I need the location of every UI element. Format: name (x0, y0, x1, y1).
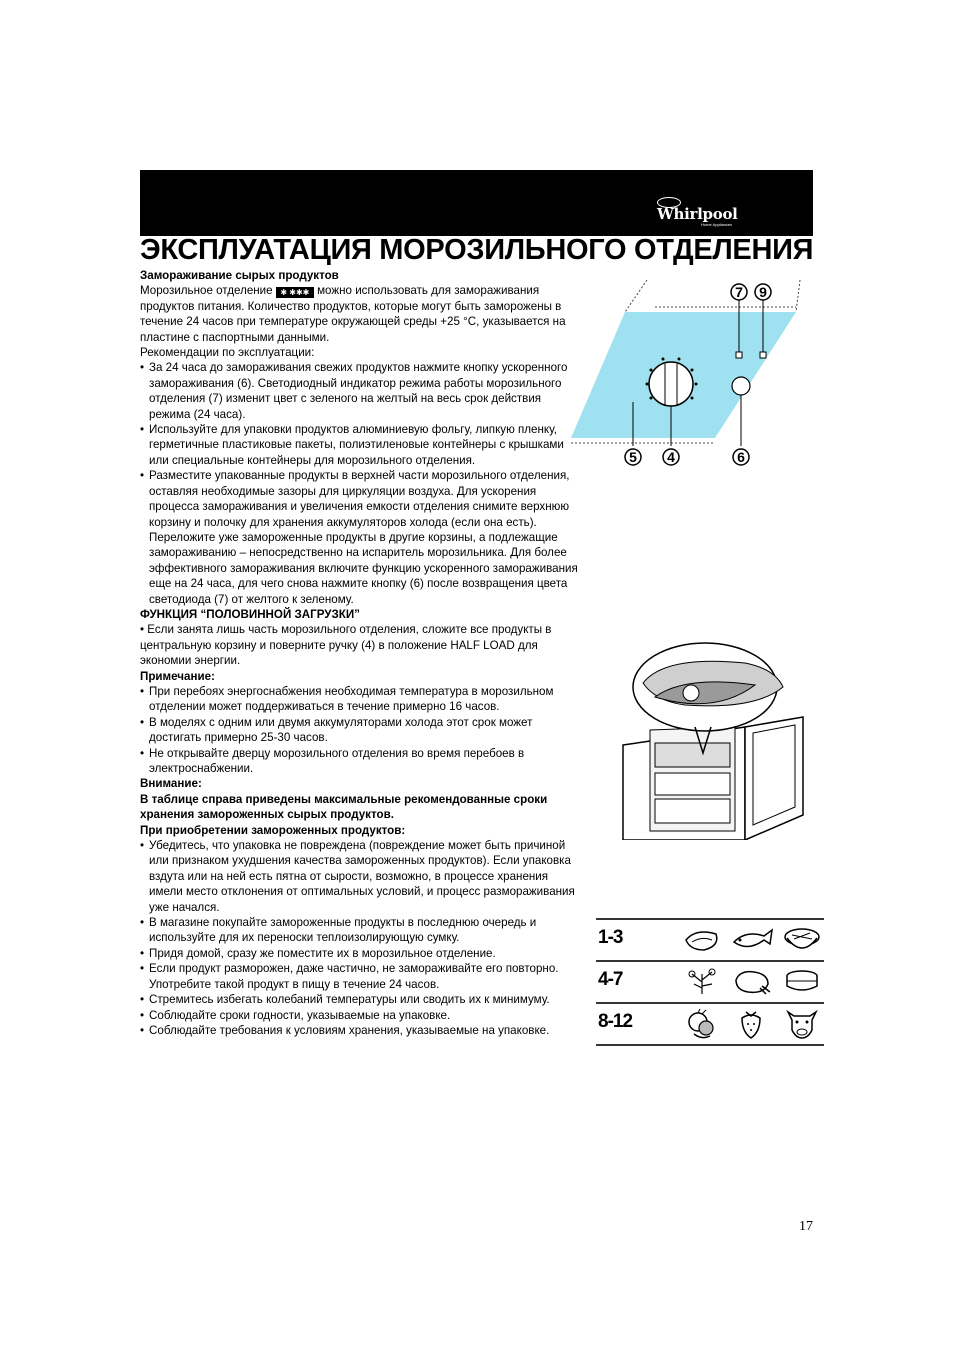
half-load-heading: ФУНКЦИЯ “ПОЛОВИННОЙ ЗАГРУЗКИ” (140, 607, 360, 621)
herb-icon (682, 966, 722, 996)
list-item: • Соблюдайте сроки годности, указываемые на упаковке. (140, 1008, 585, 1023)
callout-7-label: 7 (735, 284, 743, 300)
storage-table (596, 918, 824, 1046)
storage-period: 8-12 (598, 1011, 633, 1032)
intro-text-end: можно использовать для замораживания продуктов питания. Количество продуктов, которые могут быть заморожены в течение 24 часов при температуре окружающей среды +25 °С, указывается на пластине с паспортными данными. (140, 284, 566, 344)
knob-icon (683, 685, 699, 701)
list-item: • Соблюдайте требования к условиям хранения, указываемые на упаковке. (140, 1023, 585, 1038)
basket-middle (655, 773, 730, 795)
list-item: • Не открывайте дверцу морозильного отделения во время перебоев в электроснабжении. (140, 746, 585, 777)
list-item: • В моделях с одним или двумя аккумуляторами холода этот срок может достигать примерно 25-30 часов. (140, 715, 585, 746)
basket-bottom (655, 799, 730, 823)
vegetables-icon (682, 1008, 722, 1040)
half-load-text: • Если занята лишь часть морозильного отделения, сложите все продукты в центральную корзину и поверните ручку (4) в положение HALF LOAD для экономии энергии. (140, 623, 552, 668)
fish-fillet-icon (682, 924, 722, 954)
list-item: • В магазине покупайте замороженные продукты в последнюю очередь и используйте для их переноски теплоизолирующую сумку. (140, 915, 585, 946)
callout-5-label: 5 (629, 449, 637, 465)
freezer-illustration (595, 635, 817, 840)
storage-period: 4-7 (598, 969, 623, 990)
strawberry-icon (736, 1008, 766, 1040)
purchase-heading: При приобретении замороженных продуктов: (140, 823, 406, 837)
callout-4-label: 4 (667, 449, 675, 465)
table-row (596, 1002, 824, 1046)
whirlpool-logo (655, 197, 745, 227)
callout-6-label: 6 (737, 449, 745, 465)
recommendations-label: Рекомендации по эксплуатации: (140, 346, 315, 360)
purchase-list (140, 838, 585, 1038)
thermostat-knob (649, 362, 693, 406)
poultry-icon (730, 966, 774, 996)
callout-9-label: 9 (759, 284, 767, 300)
table-row (596, 918, 824, 960)
main-text (140, 268, 585, 1038)
four-star-freezer-icon: ✱ ✱✱✱ (276, 287, 314, 298)
super-freeze-button (732, 377, 750, 395)
freezer-door (745, 717, 803, 840)
fish-icon (730, 924, 774, 954)
list-item: • Разместите упакованные продукты в верхней части морозильного отделения, оставляя необходимые зазоры для циркуляции воздуха. Для ускорения процесса замораживания и увеличения емкости отделения снимите верхнюю корзину и полочку для хранения аккумуляторов холода (если она есть). Переложите уже замороженные продукты в другие корзины, а подлежащие замораживанию – непосредственно на испаритель морозильника. Для более эффективного замораживания включите функцию ускоренного замораживания еще на 24 часа, для чего снова нажмите кнопку (6) после возвращения цвета светодиода (7) от желтого к зеленому. (140, 468, 585, 607)
freezing-intro (140, 283, 585, 345)
bowl-icon (782, 924, 822, 954)
page-title: ЭКСПЛУАТАЦИЯ МОРОЗИЛЬНОГО ОТДЕЛЕНИЯ (140, 234, 814, 266)
recommendations-list (140, 360, 585, 607)
header-bar (140, 170, 813, 236)
storage-period: 1-3 (598, 927, 623, 948)
logo-wordmark: Whirlpool (657, 205, 738, 223)
list-item: • При перебоях энергоснабжения необходимая температура в морозильном отделении может поддерживаться в течение примерно 16 часов. (140, 684, 585, 715)
control-panel-figure (565, 280, 801, 472)
attention-text: В таблице справа приведены максимальные рекомендованные сроки хранения замороженных сырых продуктов. (140, 792, 548, 822)
notes-list (140, 684, 585, 776)
basket-top (655, 743, 730, 767)
cake-icon (782, 966, 822, 996)
list-item: • Используйте для упаковки продуктов алюминиевую фольгу, липкую пленку, герметичные пластиковые пакеты, полиэтиленовые контейнеры с крышками или специальные контейнеры для морозильного отделения. (140, 422, 585, 468)
page-number: 17 (799, 1219, 813, 1234)
table-row (596, 960, 824, 1002)
logo-subtitle: Home Appliances (701, 222, 733, 227)
attention-heading: Внимание: (140, 777, 202, 791)
list-item: • Придя домой, сразу же поместите их в морозильное отделение. (140, 946, 585, 961)
note-heading: Примечание: (140, 669, 215, 683)
list-item: • Стремитесь избегать колебаний температуры или сводить их к минимуму. (140, 992, 585, 1007)
freezing-heading: Замораживание сырых продуктов (140, 269, 339, 282)
list-item: • Убедитесь, что упаковка не повреждена (повреждение может быть причиной или признаком ухудшения качества замороженных продуктов). Если упаковка вздута или на ней есть пятна от сырости, возможно, в процессе хранения имели место отклонения от оптимальных условий, и процесс размораживания уже начался. (140, 838, 585, 915)
list-item: • За 24 часа до замораживания свежих продуктов нажмите кнопку ускоренного замораживания (6). Светодиодный индикатор режима работы морозильного отделения (7) изменит цвет с зеленого на желтый на весь срок действия режима (24 часа). (140, 360, 585, 422)
intro-text-start: Морозильное отделение (140, 284, 273, 298)
cow-icon (782, 1008, 822, 1040)
led-7 (736, 352, 742, 358)
led-9 (760, 352, 766, 358)
list-item: • Если продукт разморожен, даже частично, не замораживайте его повторно. Употребите такой продукт в пищу в течение 24 часов. (140, 961, 585, 992)
